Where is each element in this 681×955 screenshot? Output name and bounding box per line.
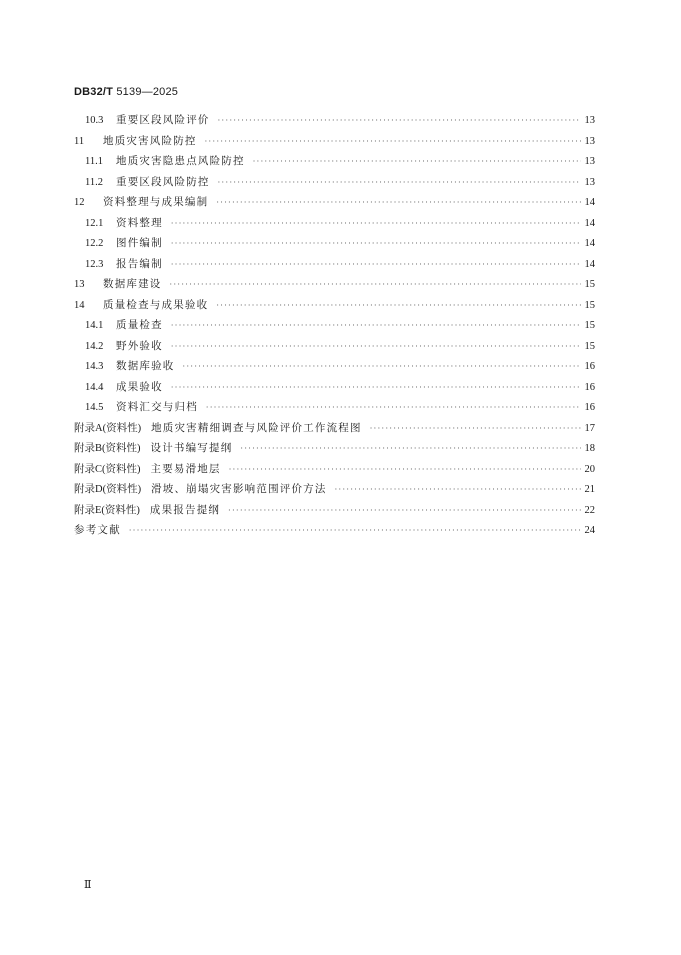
toc-entry-title: 地质灾害精细调查与风险评价工作流程图 — [151, 421, 362, 434]
toc-entry[interactable] — [74, 192, 595, 213]
toc-leader-dots — [171, 234, 581, 255]
toc-entry-number: 12.2 — [85, 238, 104, 249]
document-code — [74, 86, 178, 98]
toc-entry-number: 14.1 — [85, 320, 104, 331]
toc-leader-dots — [228, 501, 581, 522]
toc-entry-page: 21 — [584, 484, 595, 495]
toc-leader-dots — [171, 337, 581, 358]
toc-entry-page: 13 — [584, 135, 595, 147]
toc-entry[interactable] — [74, 500, 595, 521]
toc-entry-page: 16 — [584, 361, 595, 372]
toc-entry-title: 报告编制 — [116, 257, 163, 270]
toc-entry-page: 17 — [584, 422, 595, 434]
toc-entry-number: 附录D(资料性) — [74, 484, 142, 495]
toc-entry[interactable] — [74, 336, 595, 357]
toc-entry-page: 24 — [584, 525, 595, 536]
toc-entry-number: 12 — [74, 197, 85, 208]
toc-leader-dots — [129, 521, 581, 542]
toc-entry[interactable] — [74, 213, 595, 234]
toc-entry[interactable] — [74, 520, 595, 541]
toc-leader-dots — [370, 419, 581, 440]
toc-leader-dots — [206, 398, 581, 419]
toc-leader-dots — [229, 460, 581, 481]
toc-entry-title: 成果验收 — [116, 380, 163, 393]
toc-entry[interactable] — [74, 418, 595, 439]
toc-entry-title: 成果报告提纲 — [149, 503, 221, 516]
toc-entry-page: 14 — [584, 197, 595, 208]
toc-entry-title: 数据库验收 — [116, 360, 175, 372]
toc-entry-number: 11.2 — [85, 176, 103, 188]
toc-leader-dots — [171, 255, 581, 276]
toc-leader-dots — [183, 357, 582, 378]
toc-entry[interactable] — [74, 438, 595, 459]
toc-entry-title: 资料整理 — [116, 216, 163, 229]
toc-entry-page: 15 — [584, 340, 595, 352]
toc-entry-title: 重要区段风险评价 — [116, 114, 210, 126]
toc-entry-title: 滑坡、崩塌灾害影响范围评价方法 — [151, 483, 327, 495]
toc-entry[interactable] — [74, 151, 595, 172]
document-code-suffix: 5139—2025 — [113, 86, 179, 98]
toc-entry-page: 14 — [584, 217, 595, 229]
toc-entry-page: 16 — [584, 402, 595, 413]
toc-entry-title: 质量检查与成果验收 — [103, 298, 209, 311]
toc-entry-number: 11.1 — [85, 156, 103, 167]
toc-entry-number: 14.2 — [85, 340, 104, 352]
toc-entry-title: 重要区段风险防控 — [116, 175, 210, 188]
toc-entry[interactable] — [74, 377, 595, 398]
toc-entry-title: 野外验收 — [116, 339, 163, 352]
toc-entry[interactable] — [74, 254, 595, 275]
toc-entry-number: 14 — [74, 299, 85, 311]
toc-entry[interactable] — [74, 356, 595, 377]
toc-entry-title: 质量检查 — [116, 319, 163, 331]
toc-entry-number: 13 — [74, 279, 85, 290]
toc-leader-dots — [171, 214, 581, 235]
toc-entry-number: 附录B(资料性) — [74, 443, 141, 454]
toc-entry-number: 12.3 — [85, 258, 104, 270]
toc-entry[interactable] — [74, 172, 595, 193]
table-of-contents — [74, 110, 595, 541]
toc-entry-number: 10.3 — [85, 115, 104, 126]
toc-entry-page: 13 — [584, 156, 595, 167]
toc-entry-number: 附录C(资料性) — [74, 463, 141, 475]
toc-entry-number: 14.3 — [85, 361, 104, 372]
toc-entry-page: 22 — [584, 504, 595, 516]
toc-entry-page: 14 — [584, 238, 595, 249]
toc-entry-page: 14 — [584, 258, 595, 270]
toc-entry[interactable] — [74, 459, 595, 480]
document-code-prefix: DB32/T — [74, 86, 114, 98]
toc-entry-page: 15 — [584, 299, 595, 311]
toc-entry-page: 20 — [584, 463, 595, 475]
toc-leader-dots — [335, 480, 581, 501]
toc-leader-dots — [171, 378, 581, 399]
toc-leader-dots — [170, 275, 582, 296]
toc-entry-title: 资料汇交与归档 — [116, 401, 198, 413]
toc-entry-number: 14.5 — [85, 402, 104, 413]
toc-leader-dots — [218, 111, 581, 132]
toc-leader-dots — [216, 296, 581, 317]
toc-leader-dots — [216, 193, 581, 214]
toc-leader-dots — [253, 152, 581, 173]
toc-entry-number: 12.1 — [85, 217, 104, 229]
toc-entry[interactable] — [74, 274, 595, 295]
toc-entry-number: 附录A(资料性) — [74, 422, 142, 434]
toc-entry[interactable] — [74, 295, 595, 316]
toc-entry[interactable] — [74, 315, 595, 336]
toc-entry-page: 16 — [584, 381, 595, 393]
toc-entry[interactable] — [74, 110, 595, 131]
toc-entry-page: 15 — [584, 320, 595, 331]
toc-entry-title: 地质灾害隐患点风险防控 — [116, 155, 245, 167]
toc-entry[interactable] — [74, 479, 595, 500]
toc-entry-page: 15 — [584, 279, 595, 290]
toc-entry-title: 资料整理与成果编制 — [103, 196, 209, 208]
toc-entry-title: 图件编制 — [116, 237, 163, 249]
toc-entry[interactable] — [74, 131, 595, 152]
toc-leader-dots — [240, 439, 581, 460]
toc-entry-number: 附录E(资料性) — [74, 504, 140, 516]
toc-entry-page: 13 — [584, 115, 595, 126]
toc-entry-number: 14.4 — [85, 381, 104, 393]
page-number: Ⅱ — [84, 879, 92, 891]
toc-entry-page: 13 — [584, 176, 595, 188]
toc-entry-title: 主要易滑地层 — [150, 462, 221, 475]
toc-entry[interactable] — [74, 397, 595, 418]
toc-entry[interactable] — [74, 233, 595, 254]
toc-leader-dots — [171, 316, 581, 337]
toc-entry-title: 地质灾害风险防控 — [103, 134, 197, 147]
toc-entry-title: 设计书编写提纲 — [150, 442, 233, 454]
toc-entry-title: 参考文献 — [74, 524, 121, 536]
toc-leader-dots — [205, 132, 581, 153]
toc-entry-page: 18 — [584, 443, 595, 454]
toc-leader-dots — [218, 173, 581, 194]
toc-entry-title: 数据库建设 — [103, 278, 162, 290]
toc-entry-number: 11 — [74, 135, 85, 147]
